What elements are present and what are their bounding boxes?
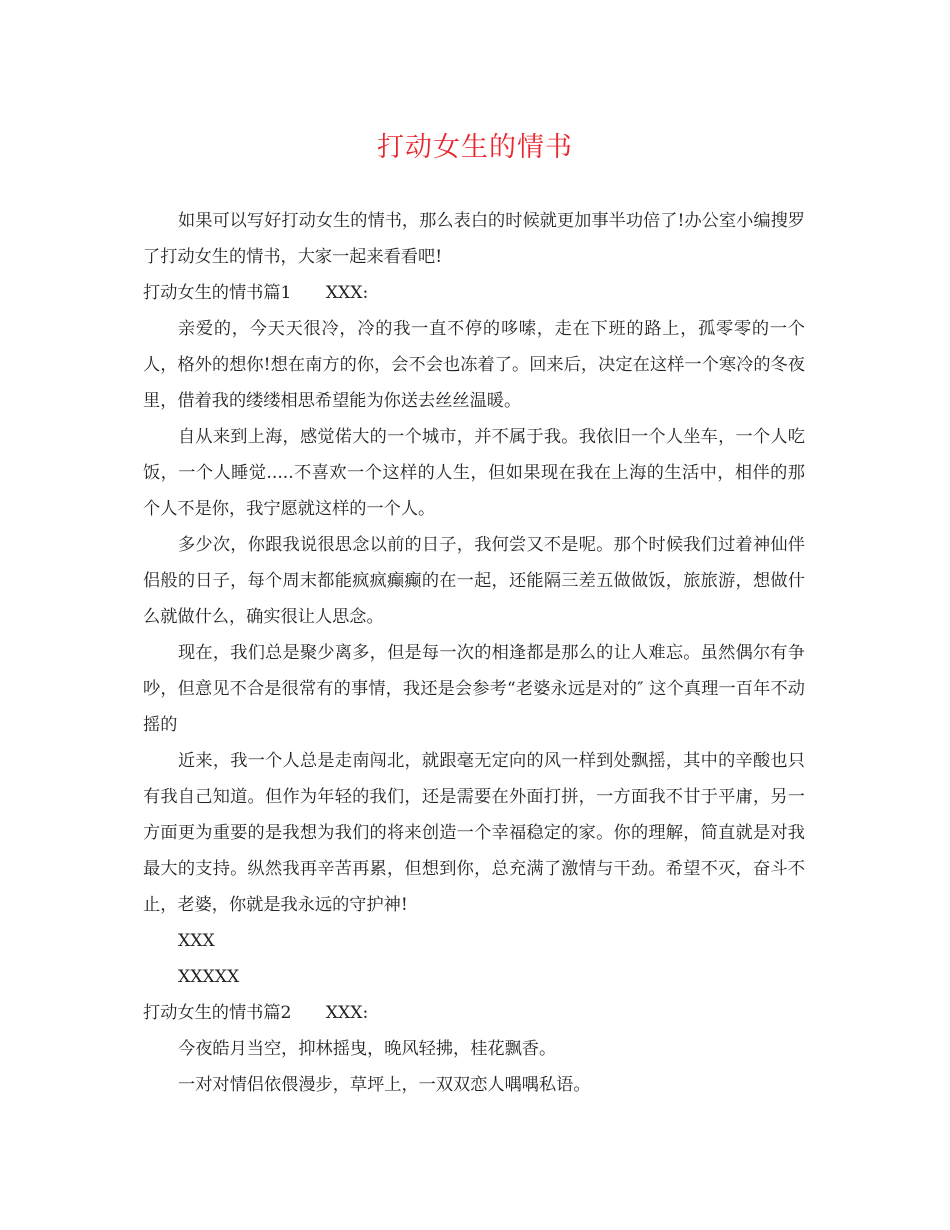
body-paragraph: 现在，我们总是聚少离多，但是每一次的相逢都是那么的让人难忘。虽然偶尔有争吵，但意见不合是很常有的事情，我还是会参考“老婆永远是对的″ 这个真理一百年不动摇的 <box>143 643 805 735</box>
body-paragraph: 一对对情侣依偎漫步，草坪上，一双双恋人喁喁私语。 <box>178 1075 591 1095</box>
section2-heading: 打动女生的情书篇2 XXX: <box>143 1003 369 1023</box>
section1-heading: 打动女生的情书篇1 XXX: <box>143 283 369 303</box>
document-body <box>143 203 805 1103</box>
signature-line: XXXXX <box>178 967 240 987</box>
intro-paragraph: 如果可以写好打动女生的情书，那么表白的时候就更加事半功倍了!办公室小编搜罗了打动女生的情书，大家一起来看看吧! <box>143 211 805 267</box>
body-paragraph: 近来，我一个人总是走南闯北，就跟毫无定向的风一样到处飘摇，其中的辛酸也只有我自己知道。但作为年轻的我们，还是需要在外面打拼，一方面我不甘于平庸，另一方面更为重要的是我想为我们的将来创造一个幸福稳定的家。你的理解，简直就是对我最大的支持。纵然我再辛苦再累，但想到你，总充满了激情与干劲。希望不灭，奋斗不止，老婆，你就是我永远的守护神! <box>143 751 805 915</box>
signature-line: XXX <box>178 931 215 951</box>
body-paragraph: 亲爱的，今天天很冷，冷的我一直不停的哆嗦，走在下班的路上，孤零零的一个人，格外的想你!想在南方的你，会不会也冻着了。回来后，决定在这样一个寒冷的冬夜里，借着我的缕缕相思希望能为你送去丝丝温暖。 <box>143 319 805 411</box>
body-paragraph: 多少次，你跟我说很思念以前的日子，我何尝又不是呢。那个时候我们过着神仙伴侣般的日子，每个周末都能疯疯癫癫的在一起，还能隔三差五做做饭，旅旅游，想做什么就做什么，确实很让人思念。 <box>143 535 805 627</box>
document-title: 打动女生的情书 <box>377 132 573 163</box>
body-paragraph: 自从来到上海，感觉偌大的一个城市，并不属于我。我依旧一个人坐车，一个人吃饭，一个人睡觉.....不喜欢一个这样的人生，但如果现在我在上海的生活中，相伴的那个人不是你，我宁愿就这样的一个人。 <box>143 427 805 519</box>
body-paragraph: 今夜皓月当空，抑林摇曳，晚风轻拂，桂花飘香。 <box>178 1039 557 1059</box>
